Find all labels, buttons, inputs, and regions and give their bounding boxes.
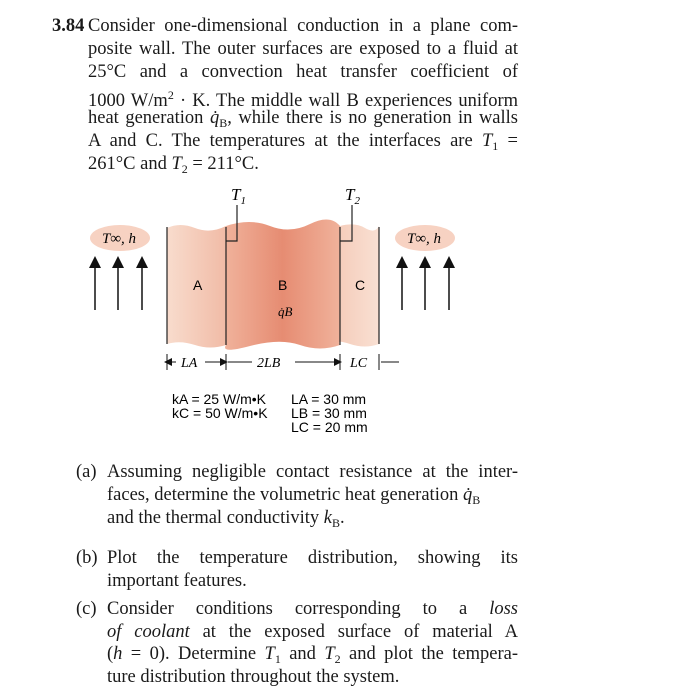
length-lb: LB = 30 mm xyxy=(291,405,367,421)
prop-ka: kA = 25 W/m•K xyxy=(172,391,266,407)
text-line xyxy=(107,507,345,534)
text-segment: important features. xyxy=(107,571,247,591)
text-line xyxy=(107,666,399,688)
text-segment: B xyxy=(472,493,481,507)
text-segment: q̇ xyxy=(209,108,220,128)
text-segment: T xyxy=(171,154,182,174)
text-line xyxy=(107,547,518,569)
text-segment: Plot the temperature distribution, showing its xyxy=(107,548,518,568)
text-segment: posite wall. The outer surfaces are exposed to a fluid at xyxy=(88,39,518,59)
text-segment: Assuming negligible contact resistance at the inter- xyxy=(107,462,518,482)
text-segment: · K. The middle wall B experiences uniform xyxy=(173,91,518,111)
flow-arrows-left-icon xyxy=(95,262,142,310)
text-segment: loss xyxy=(489,599,518,619)
text-segment: k xyxy=(323,508,333,528)
text-line xyxy=(107,461,518,483)
text-segment: and the thermal conductivity xyxy=(107,508,324,528)
text-segment: = 211°C. xyxy=(187,154,259,174)
text-segment: heat generation xyxy=(88,108,210,128)
text-segment: B xyxy=(219,116,228,130)
text-segment: faces, determine the volumetric heat generation xyxy=(107,485,463,505)
text-segment: 1 xyxy=(274,652,281,666)
text-segment: 25°C and a convection heat transfer coefficient of xyxy=(88,62,518,82)
text-segment: T xyxy=(324,644,335,664)
text-segment: q̇ xyxy=(462,485,473,505)
text-segment: , while there is no generation in walls xyxy=(227,108,518,128)
text-segment: 1 xyxy=(492,139,499,153)
problem-number: 3.84 xyxy=(52,16,85,36)
text-line xyxy=(107,598,518,620)
text-segment: and xyxy=(280,644,325,664)
heat-generation-label: q̇B xyxy=(278,304,293,319)
length-la: LA = 30 mm xyxy=(291,391,367,407)
fluid-label-left: T∞, h xyxy=(102,231,137,247)
text-segment: T xyxy=(264,644,275,664)
text-segment: Consider conditions corresponding to a xyxy=(107,599,490,619)
text-segment: ture distribution throughout the system. xyxy=(107,667,400,687)
t2-label: $T_2$ xyxy=(345,185,360,207)
text-segment: = xyxy=(498,131,518,151)
part-label: (a) xyxy=(76,462,97,482)
text-segment: B xyxy=(332,516,341,530)
text-segment: h xyxy=(113,644,123,664)
text-segment: at the exposed surface of material A xyxy=(189,622,518,642)
text-segment: and plot the tempera- xyxy=(340,644,519,664)
part-label: (c) xyxy=(76,599,97,619)
wall-c-label: C xyxy=(355,277,366,293)
text-line xyxy=(107,570,247,592)
wall-b-label: B xyxy=(278,277,288,293)
fluid-label-right: T∞, h xyxy=(407,231,442,247)
dim-lb: 2LB xyxy=(257,356,281,371)
text-segment: 1000 W/m xyxy=(88,91,168,111)
text-segment: = 0). Determine xyxy=(122,644,265,664)
text-segment: ( xyxy=(107,644,114,664)
dim-la: LA xyxy=(181,356,198,371)
text-segment: 261°C and xyxy=(88,154,172,174)
text-segment: 2 xyxy=(181,162,188,176)
t1-label: $T_1$ xyxy=(231,185,246,207)
text-line xyxy=(107,621,518,643)
wall-a-label: A xyxy=(193,277,203,293)
flow-arrows-right-icon xyxy=(402,262,449,310)
prop-kc: kC = 50 W/m•K xyxy=(172,405,268,421)
text-segment: Consider one-dimensional conduction in a plane com- xyxy=(88,16,518,36)
length-lc: LC = 20 mm xyxy=(291,419,368,435)
dim-lc: LC xyxy=(350,356,368,371)
text-segment: of coolant xyxy=(107,622,190,642)
text-segment: T xyxy=(481,131,493,151)
part-label: (b) xyxy=(76,548,98,568)
text-segment: 2 xyxy=(334,652,341,666)
text-segment: 2 xyxy=(167,88,174,102)
text-segment: . xyxy=(340,508,345,528)
text-segment: A and C. The temperatures at the interfaces are xyxy=(88,131,482,151)
